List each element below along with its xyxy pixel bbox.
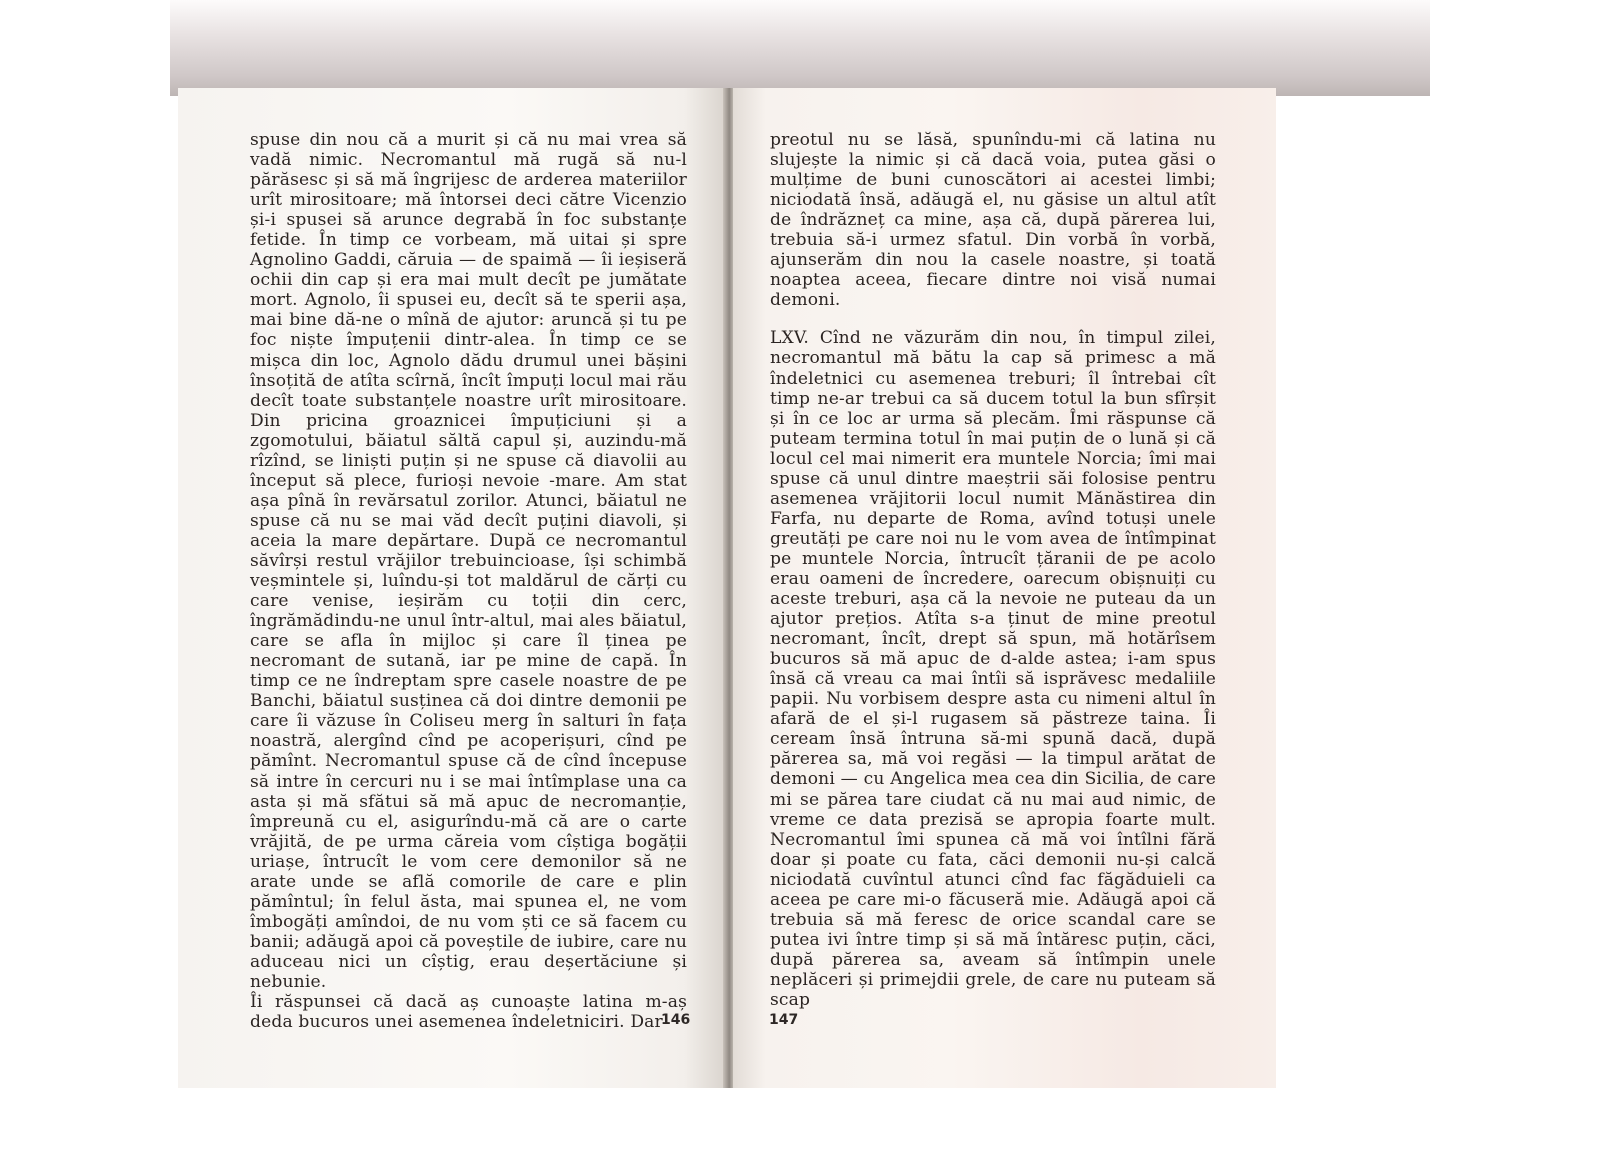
open-book: [178, 88, 1276, 1088]
right-paragraph-1: preotul nu se lăsă, spunîndu-mi că latina nu slujește la nimic și că dacă voia, putea găsi o mulțime de buni cunoscători ai acestei limbi; niciodată însă, adăugă el, nu găsise un altul atît de îndrăzneț ca mine, așa că, după părerea lui, trebuia să-i urmez sfatul. Din vorbă în vorbă, ajunserăm din nou la casele noastre, și toată noaptea aceea, fiecare dintre noi visă numai demoni.: [770, 130, 1216, 311]
right-page: [733, 88, 1276, 1088]
scanner-shadow: [170, 0, 1430, 96]
right-page-text: [770, 130, 1216, 1010]
left-page-number: 146: [661, 1012, 691, 1028]
left-paragraph-1: spuse din nou că a murit și că nu mai vrea să vadă nimic. Necromantul mă rugă să nu-l părăsesc și să mă îngrijesc de arderea materiilor urît mirositoare; mă întorsei deci către Vicenzio și-i spusei să arunce degrabă în foc substanțe fetide. În timp ce vorbeam, mă uitai și spre Agnolino Gaddi, căruia — de spaimă — îi ieșiseră ochii din cap și era mai mult decît pe jumătate mort. Agnolo, îi spusei eu, decît să te sperii așa, mai bine dă-ne o mînă de ajutor: aruncă și tu pe foc niște împuțenii dintr-alea. În timp ce se mișca din loc, Agnolo dădu drumul unei bășini însoțită de atîta scîrnă, încît împuți locul mai rău decît toate substanțele noastre urît mirositoare. Din pricina groaznicei împuțiciuni și a zgomotului, băiatul săltă capul și, auzindu-mă rîzînd, se liniști puțin și ne spuse că diavolii au început să plece, furioși nevoie -mare. Am stat așa pînă în revărsatul zorilor. Atunci, băiatul ne spuse că nu se mai văd decît puțini diavoli, și aceia la mare depărtare. După ce necromantul săvîrși restul vrăjilor trebuincioase, își schimbă veșmintele și, luîndu-și tot maldărul de cărți cu care venise, ieșirăm cu toții din cerc, îngrămădindu-ne unul într-altul, mai ales băiatul, care se afla în mijloc și care îl ținea pe necromant de sutană, iar pe mine de capă. În timp ce ne îndreptam spre casele noastre de pe Banchi, băiatul susținea că doi dintre demonii pe care îi văzuse în Coliseu merg în salturi în fața noastră, alergînd cînd pe acoperișuri, cînd pe pămînt. Necromantul spuse că de cînd începuse să intre în cercuri nu i se mai întîmplase una ca asta și mă sfătui să mă apuc de necromanție, împreună cu el, asigurîndu-mă că are o carte vrăjită, de pe urma căreia vom cîștiga bogății uriașe, întrucît le vom cere demonilor să ne arate unde se află comorile de care e plin pămîntul; în felul ăsta, mai spunea el, ne vom îmbogăți amîndoi, de nu vom ști ce să facem cu banii; adăugă apoi că poveștile de iubire, care nu aduceau nici un cîștig, erau deșertăciune și nebunie.: [250, 130, 687, 992]
left-page: [178, 88, 728, 1088]
left-paragraph-2: Îi răspunsei că dacă aș cunoaște latina m-aș deda bucuros unei asemenea îndeletniciri. Dar: [250, 992, 687, 1033]
right-paragraph-chapter-lxv: LXV. Cînd ne văzurăm din nou, în timpul zilei, necromantul mă bătu la cap să primesc a mă îndeletnici cu asemenea treburi; îl întrebai cît timp ne-ar trebui ca să ducem totul la bun sfîrșit și în ce loc ar urma să plecăm. Îmi răspunse că puteam termina totul în mai puțin de o lună și că locul cel mai nimerit era muntele Norcia; îmi mai spuse că unul dintre maeștrii săi folosise pentru asemenea vrăjitorii locul numit Mănăstirea din Farfa, nu departe de Roma, avînd totuși unele greutăți pe care noi nu le vom avea de întîmpinat pe muntele Norcia, întrucît țăranii de pe acolo erau oameni de încredere, oarecum obișnuiți cu aceste treburi, așa că la nevoie ne puteau da un ajutor prețios. Atîta s-a ținut de mine preotul necromant, încît, drept să spun, mă hotărîsem bucuros să mă apuc de d-alde astea; i-am spus însă că vreau ca mai întîi să isprăvesc medaliile papii. Nu vorbisem despre asta cu nimeni altul în afară de el și-l rugasem să păstreze taina. Îi ceream însă întruna să-mi spună dacă, după părerea sa, mă voi regăsi — la timpul arătat de demoni — cu Angelica mea cea din Sicilia, de care mi se părea tare ciudat că nu mai aud nimic, de vreme ce data prezisă se apropia foarte mult. Necromantul îmi spunea că mă voi întîlni fără doar și poate cu fata, căci demonii nu-și calcă niciodată cuvîntul atunci cînd fac făgăduieli ca aceea pe care mi-o făcuseră mie. Adăugă apoi că trebuia să mă feresc de orice scandal care se putea ivi între timp și să mă întăresc puțin, căci, după părerea sa, aveam să întîmpin unele neplăceri și primejdii grele, de care nu puteam să scap: [770, 328, 1216, 1010]
right-page-number: 147: [769, 1012, 799, 1028]
left-page-text: [250, 130, 687, 1032]
